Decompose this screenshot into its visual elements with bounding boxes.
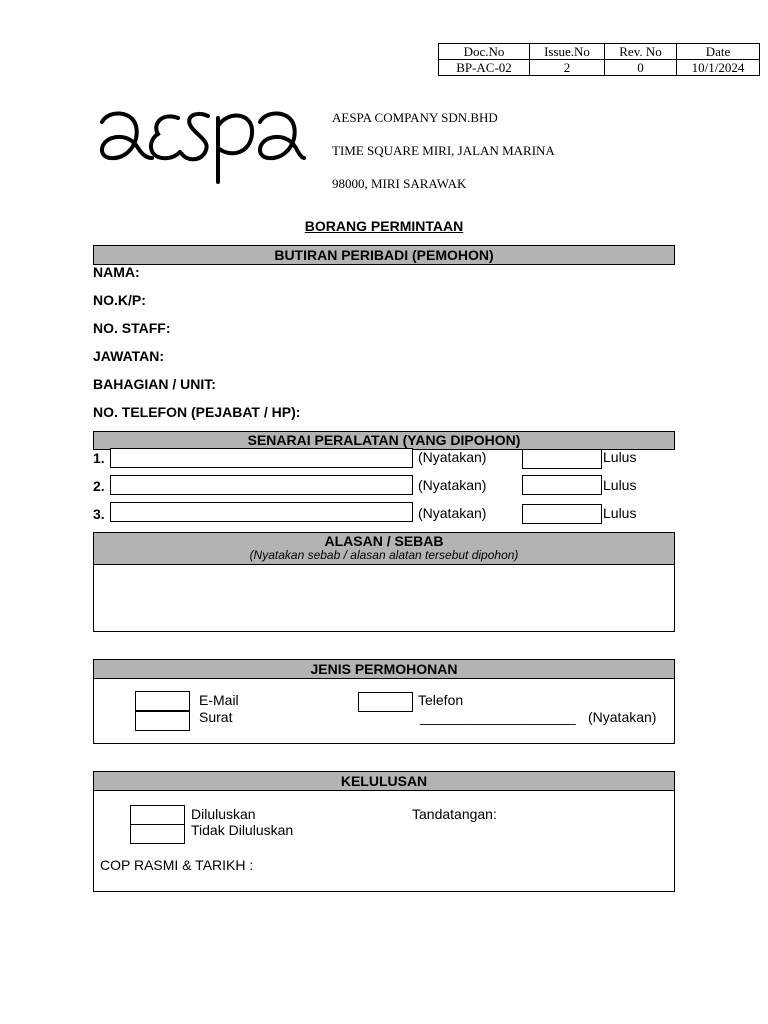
date-value: 10/1/2024 [677,60,760,76]
form-title: BORANG PERMINTAAN [304,218,464,234]
equipment-row-1-status-box[interactable] [522,449,602,469]
reason-title: ALASAN / SEBAB [324,533,444,549]
document-control-table [438,43,760,76]
rejected-checkbox[interactable] [130,824,185,844]
equipment-row-1-hint: (Nyatakan) [418,449,487,465]
company-name: AESPA COMPANY SDN.BHD [332,110,498,125]
equipment-row-1-status: Lulus [603,449,637,465]
surat-checkbox[interactable] [135,711,190,731]
equipment-row-3-input[interactable] [110,502,413,522]
other-request-hint: (Nyatakan) [588,709,657,725]
reason-header [93,532,675,565]
equipment-row-2-hint: (Nyatakan) [418,477,487,493]
date-header: Date [677,44,760,60]
field-no-staff: NO. STAFF: [93,320,171,336]
equipment-row-3-hint: (Nyatakan) [418,505,487,521]
telefon-checkbox[interactable] [358,692,413,712]
approved-label: Diluluskan [191,806,256,822]
doc-no-value: BP-AC-02 [439,60,530,76]
equipment-row-2-input[interactable] [110,475,413,495]
email-checkbox[interactable] [135,691,190,711]
equipment-row-2-status-box[interactable] [522,475,602,495]
doc-control-value-row [439,60,760,76]
company-address-line2: 98000, MIRI SARAWAK [332,176,467,191]
telefon-label: Telefon [418,692,464,708]
equipment-row-3-number: 3. [93,506,105,522]
equipment-row-2-status: Lulus [603,477,637,493]
equipment-row-2-number: 2. [93,478,105,494]
surat-label: Surat [199,709,233,725]
field-jawatan: JAWATAN: [93,348,165,364]
approved-checkbox[interactable] [130,805,185,825]
field-bahagian-unit: BAHAGIAN / UNIT: [93,376,216,392]
signature-label: Tandatangan: [412,806,497,822]
equipment-list-header: SENARAI PERALATAN (YANG DIPOHON) [93,431,675,450]
issue-no-header: Issue.No [530,44,605,60]
equipment-row-3-status: Lulus [603,505,637,521]
issue-no-value: 2 [530,60,605,76]
official-stamp-date-label: COP RASMI & TARIKH : [100,857,254,873]
rejected-label: Tidak Diluluskan [191,822,294,838]
reason-subtitle: (Nyatakan sebab / alasan alatan tersebut dipohon) [249,548,519,562]
field-nama: NAMA: [93,264,140,280]
reason-text-area[interactable] [94,565,673,629]
field-no-kp: NO.K/P: [93,292,146,308]
email-label: E-Mail [199,692,239,708]
doc-no-header: Doc.No [439,44,530,60]
approval-header: KELULUSAN [93,771,675,791]
equipment-row-1-input[interactable] [110,448,413,468]
company-address-line1: TIME SQUARE MIRI, JALAN MARINA [332,143,555,158]
doc-control-header-row [439,44,760,60]
rev-no-value: 0 [605,60,677,76]
personal-details-header: BUTIRAN PERIBADI (PEMOHON) [93,245,675,265]
rev-no-header: Rev. No [605,44,677,60]
request-type-header: JENIS PERMOHONAN [93,659,675,679]
equipment-row-3-status-box[interactable] [522,504,602,524]
field-no-telefon: NO. TELEFON (PEJABAT / HP): [93,404,301,420]
other-request-line[interactable]: ____________________ [420,709,576,725]
aespa-logo [96,104,306,186]
equipment-row-1-number: 1. [93,450,105,466]
